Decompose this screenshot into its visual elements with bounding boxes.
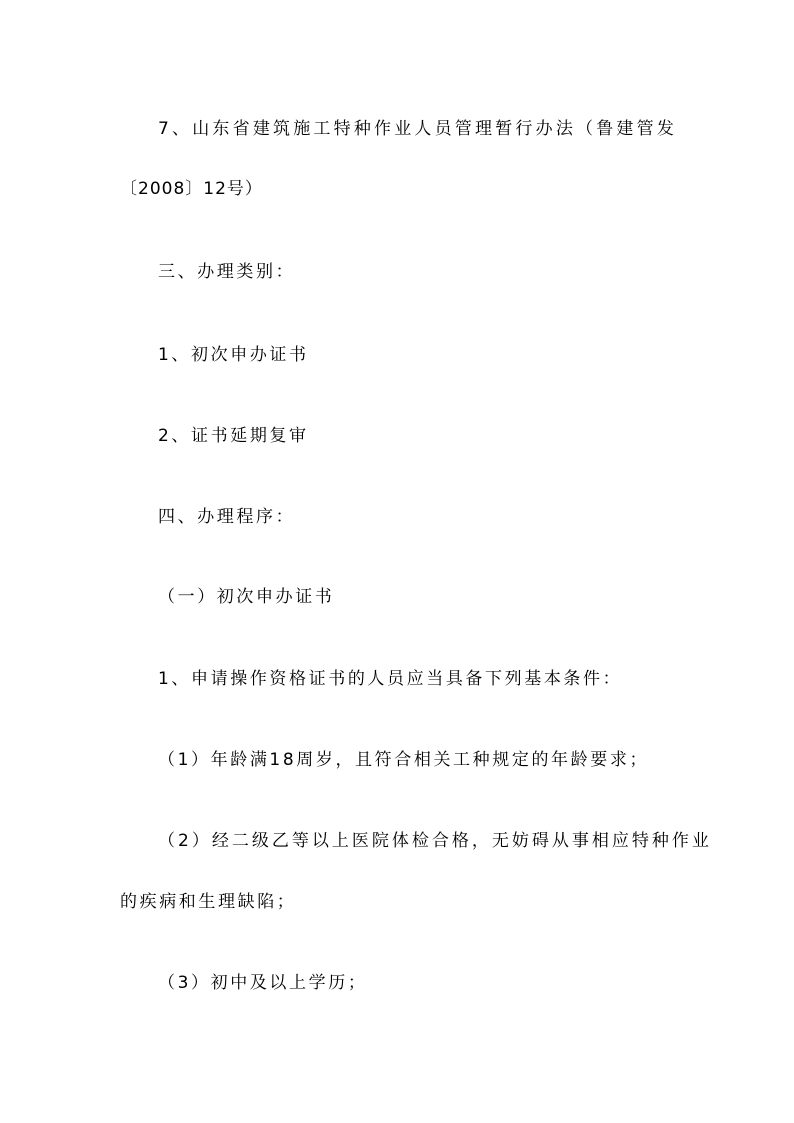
section-heading-category: 三、办理类别：	[158, 262, 296, 282]
list-item-initial-application: 1、初次申办证书	[158, 345, 309, 365]
paragraph-regulation-7-cont: 〔2008〕12号）	[120, 179, 263, 199]
subsection-heading-initial: （一）初次申办证书	[158, 587, 335, 607]
paragraph-regulation-7: 7、山东省建筑施工特种作业人员管理暂行办法（鲁建管发	[158, 119, 678, 139]
section-heading-procedure: 四、办理程序：	[158, 507, 296, 527]
condition-item-age: （1）年龄满18周岁，且符合相关工种规定的年龄要求；	[158, 750, 650, 770]
condition-item-education: （3）初中及以上学历；	[158, 973, 368, 993]
condition-item-health-cont: 的疾病和生理缺陷；	[120, 892, 297, 912]
paragraph-basic-conditions: 1、申请操作资格证书的人员应当具备下列基本条件：	[158, 669, 623, 689]
condition-item-health: （2）经二级乙等以上医院体检合格，无妨碍从事相应特种作业	[158, 831, 712, 851]
list-item-renewal-review: 2、证书延期复审	[158, 426, 309, 446]
